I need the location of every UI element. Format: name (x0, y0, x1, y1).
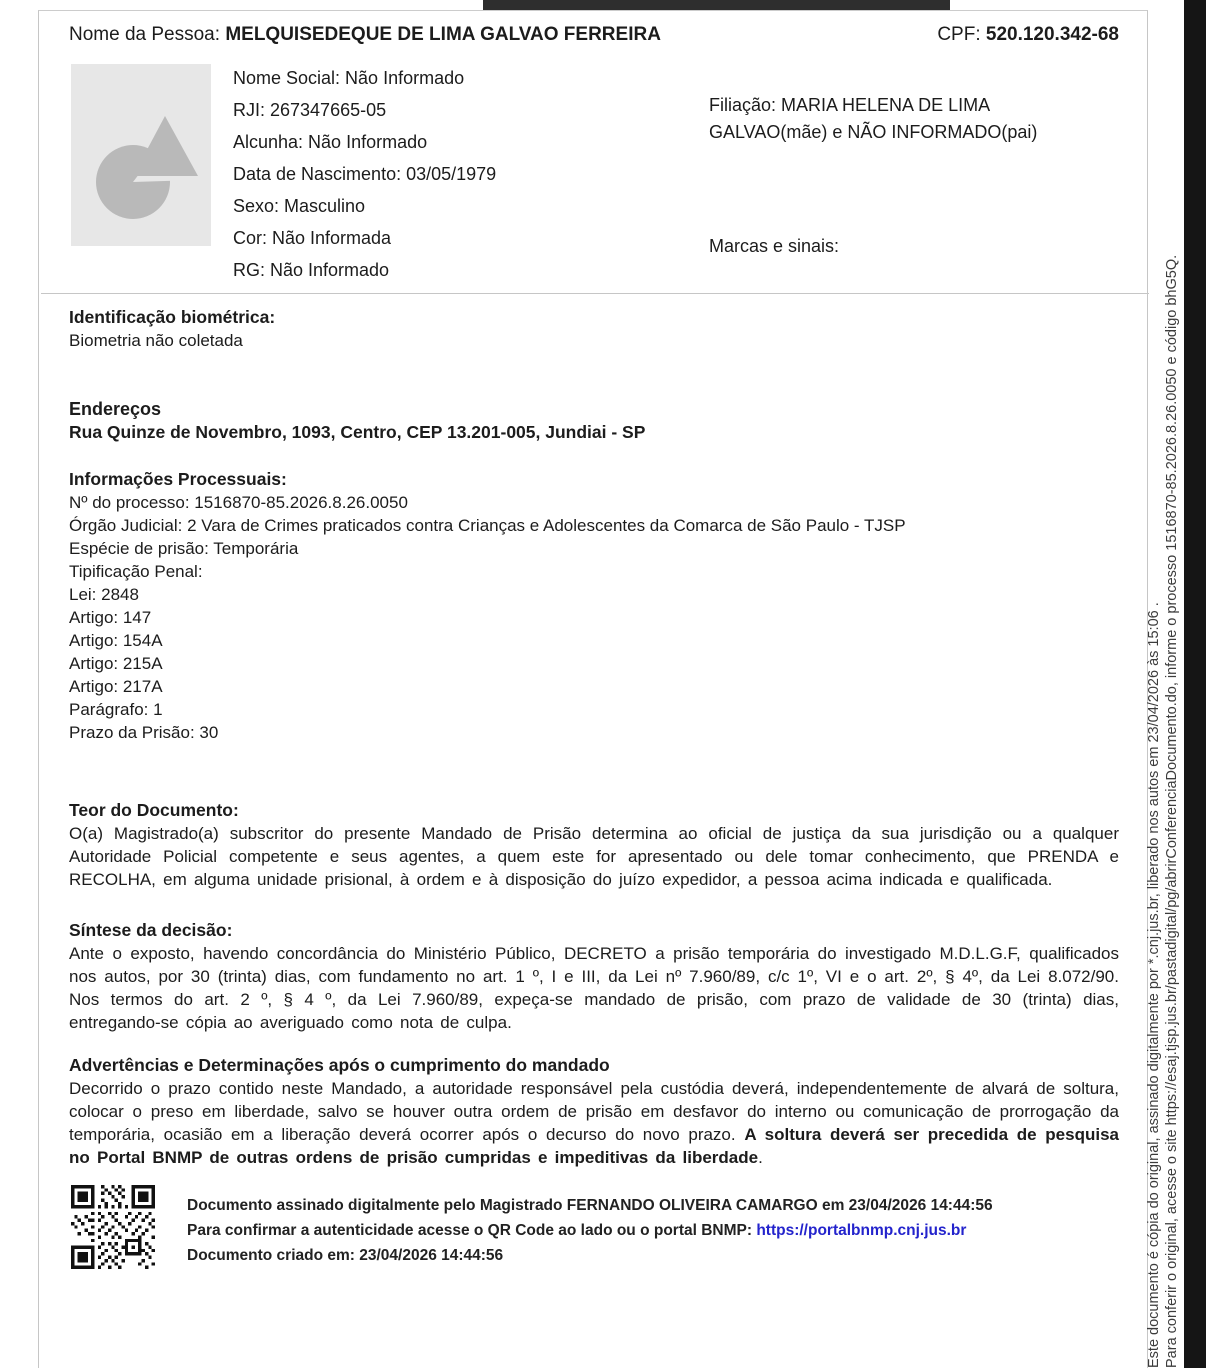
person-cpf (937, 24, 1119, 46)
signature-line-confirm (187, 1218, 993, 1243)
cpf-label: CPF: (937, 24, 981, 45)
identity-line-rg: RG: Não Informado (233, 260, 390, 280)
side-note-copy-original: Este documento é cópia do original, assinado digitalmente por *.cnj.jus.br, liberado nos autos em 23/04/2026 às 15:06 . (1146, 602, 1162, 1368)
signature-confirm-prefix: Para confirmar a autenticidade acesse o QR Code ao lado ou o portal BNMP: (187, 1222, 757, 1239)
signature-section (69, 1185, 1119, 1269)
teor-body: O(a) Magistrado(a) subscritor do presente Mandado de Prisão determina ao oficial de justiça da sua jurisdição ou a qualquer Autoridade Policial competente e seus agentes, a quem este for apresentado ou dele tomar conhecimento, que PRENDA e RECOLHA, em alguma unidade prisional, à ordem e à disposição do juízo expedidor, a pessoa acima indicada e qualificada. (69, 824, 1119, 889)
signature-line-created: Documento criado em: 23/04/2026 14:44:56 (187, 1247, 504, 1264)
processo-especie: Espécie de prisão: Temporária (69, 539, 299, 558)
processo-paragrafo: Parágrafo: 1 (69, 700, 163, 719)
marcas-e-sinais-label: Marcas e sinais: (709, 236, 840, 256)
advertencias-body-period: . (758, 1148, 763, 1167)
side-note-conferencia: Para conferir o original, acesse o site https://esaj.tjsp.jus.br/pastadigital/pg/abrirConferenciaDocumento.do, informe o processo 1516870-85.2026.8.26.0050 e código bhG5Q. (1164, 254, 1180, 1368)
identity-line-alcunha: Alcunha: Não Informado (233, 132, 428, 152)
sintese-section (69, 919, 1119, 1034)
teor-section (69, 799, 1119, 891)
processo-lei: Lei: 2848 (69, 585, 139, 604)
enderecos-section (69, 398, 1119, 444)
scan-edge-strip (1184, 0, 1206, 1368)
identity-section (41, 62, 1149, 294)
person-name-value: MELQUISEDEQUE DE LIMA GALVAO FERREIRA (225, 24, 661, 45)
person-header (69, 24, 1119, 46)
processo-orgao: Órgão Judicial: 2 Vara de Crimes praticados contra Crianças e Adolescentes da Comarca de São Paulo - TJSP (69, 516, 906, 535)
biometria-section (69, 306, 1119, 352)
sintese-body: Ante o exposto, havendo concordância do Ministério Público, DECRETO a prisão temporária do investigado M.D.L.G.F, qualificados nos autos, por 30 (trinta) dias, com fundamento no art. 1 º, I e III, da Lei nº 7.960/89, c/c 1º, VI e o art. 2º, § 4º, da Lei 8.072/90. Nos termos do art. 2 º, § 4 º, da Lei 7.960/89, expeça-se mandado de prisão, com prazo de validade de 30 (trinta) dias, entregando-se cópia ao averiguado como nota de culpa. (69, 944, 1119, 1032)
person-name (69, 24, 661, 46)
portal-bnmp-link[interactable]: https://portalbnmp.cnj.jus.br (756, 1222, 967, 1239)
processo-artigo-154a: Artigo: 154A (69, 631, 163, 650)
photo-placeholder-icon (71, 64, 211, 246)
sintese-title: Síntese da decisão: (69, 920, 233, 940)
biometria-title: Identificação biométrica: (69, 307, 276, 327)
processo-artigo-217a: Artigo: 217A (69, 677, 163, 696)
processo-tipificacao: Tipificação Penal: (69, 562, 203, 581)
advertencias-title: Advertências e Determinações após o cumprimento do mandado (69, 1055, 610, 1075)
teor-title: Teor do Documento: (69, 800, 239, 820)
biometria-body: Biometria não coletada (69, 331, 243, 350)
processo-section (69, 468, 1119, 744)
identity-line-sexo: Sexo: Masculino (233, 196, 366, 216)
processo-artigo-215a: Artigo: 215A (69, 654, 163, 673)
advertencias-body-normal: Decorrido o prazo contido neste Mandado, a autoridade responsável pela custódia deverá, independentemente de alvará de soltura, colocar o preso em liberdade, salvo se houver outra ordem de prisão em desfavor do interno ou comunicação de prorrogação da temporária, ocasião em a liberação deverá ocorrer após o decurso do novo prazo. (69, 1079, 1119, 1144)
document-frame (38, 10, 1148, 1368)
processo-title: Informações Processuais: (69, 469, 287, 489)
identity-line-nascimento: Data de Nascimento: 03/05/1979 (233, 164, 497, 184)
header-bar-remnant (483, 0, 950, 10)
identity-line-cor: Cor: Não Informada (233, 228, 392, 248)
filiacao-text: Filiação: MARIA HELENA DE LIMA GALVAO(mãe) e NÃO INFORMADO(pai) (709, 95, 1038, 142)
enderecos-title: Endereços (69, 399, 162, 419)
signature-text-block (187, 1193, 993, 1268)
person-name-label: Nome da Pessoa: (69, 24, 221, 45)
signature-line-signed: Documento assinado digitalmente pelo Magistrado FERNANDO OLIVEIRA CAMARGO em 23/04/2026 14:44:56 (187, 1197, 993, 1214)
qr-code (71, 1185, 155, 1269)
identity-line-rji: RJI: 267347665-05 (233, 100, 387, 120)
processo-numero: Nº do processo: 1516870-85.2026.8.26.0050 (69, 493, 408, 512)
advertencias-body (69, 1077, 1119, 1169)
processo-prazo: Prazo da Prisão: 30 (69, 723, 219, 742)
advertencias-body-bold: A soltura deverá ser precedida de pesquisa no Portal BNMP de outras ordens de prisão cumpridas e impeditivas da liberdade (69, 1125, 1119, 1167)
processo-artigo-147: Artigo: 147 (69, 608, 152, 627)
enderecos-address: Rua Quinze de Novembro, 1093, Centro, CEP 13.201-005, Jundiai - SP (69, 422, 646, 442)
identity-line-nome-social: Nome Social: Não Informado (233, 68, 465, 88)
cpf-value: 520.120.342-68 (985, 24, 1119, 45)
identity-right-column (709, 92, 1109, 260)
advertencias-section (69, 1054, 1119, 1169)
